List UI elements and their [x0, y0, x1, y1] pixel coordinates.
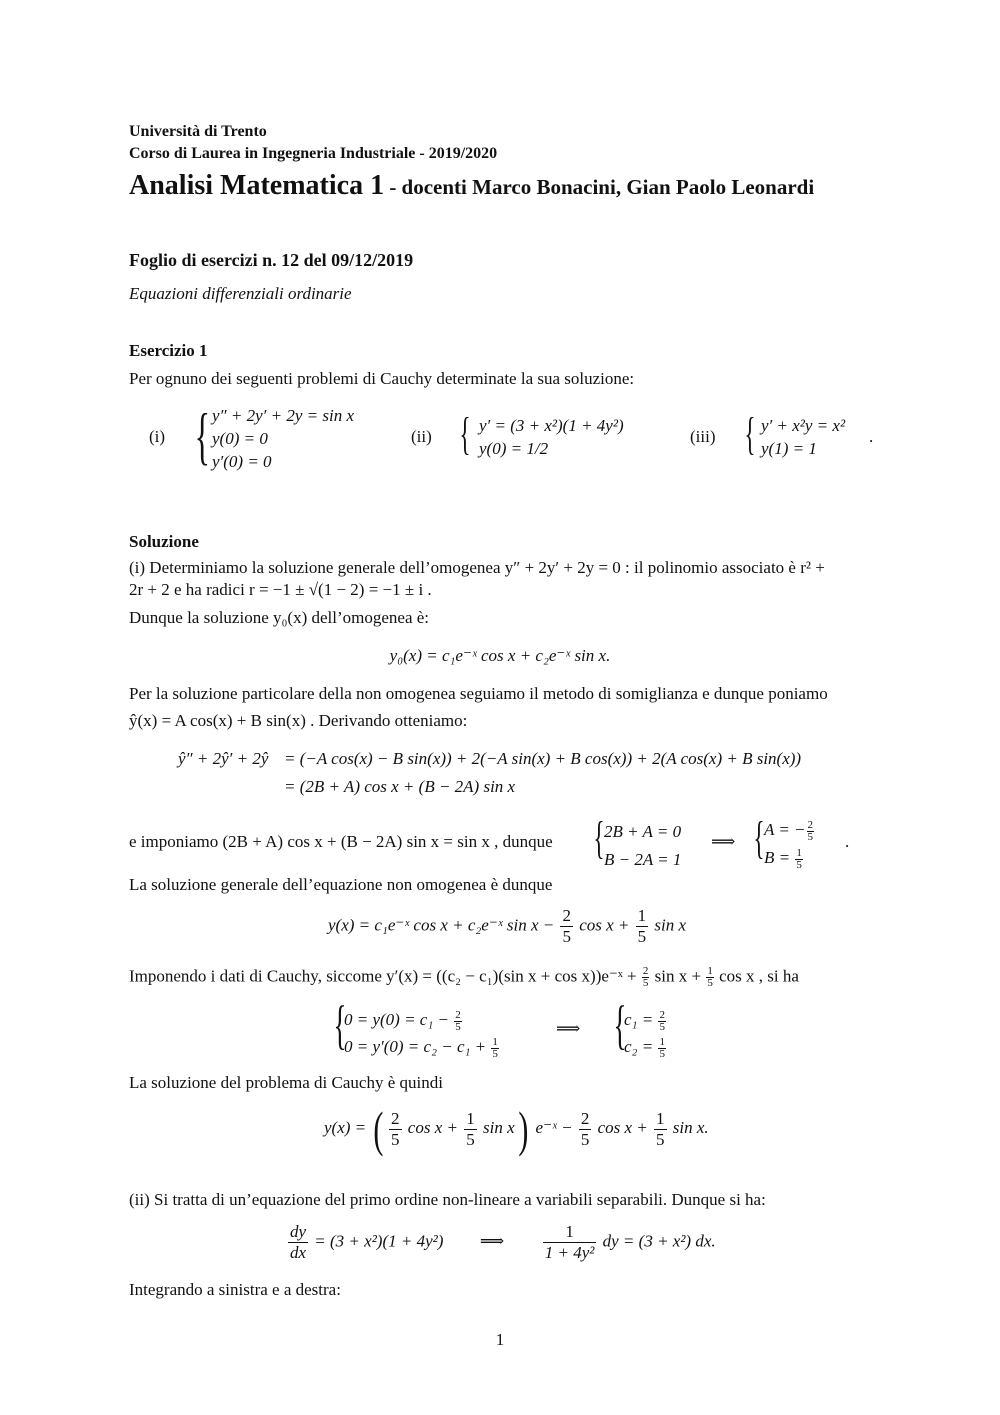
- system-i: [212, 404, 354, 473]
- derivative-row-1: = (−A cos(x) − B sin(x)) + 2(−A sin(x) + B cos(x)) + 2(A cos(x) + B sin(x)): [284, 749, 802, 768]
- system-ab-solution: A = − $\frac{2}{5}$ B = $\frac{1}{5}$: [764, 818, 814, 871]
- sheet-topic: Equazioni differenziali ordinarie: [129, 284, 352, 303]
- system-ii: [479, 414, 624, 460]
- cauchy-conditions: 0 = y(0) = c₁ − $\frac{2}{5}$ 0 = y′(0) = c₂ − c₁ + $\frac{1}{5}$: [344, 1008, 498, 1060]
- sheet-title: Foglio di esercizi n. 12 del 09/12/2019: [129, 250, 414, 270]
- brace-iii: {: [744, 408, 756, 459]
- solution-line-9: (ii) Si tratta di un’equazione del primo ordine non-lineare a variabili separabili. Dunque si ha:: [129, 1190, 766, 1209]
- university-name: Università di Trento: [129, 123, 267, 140]
- solution-line-10: Integrando a sinistra e a destra:: [129, 1280, 341, 1299]
- system-iii: [761, 414, 845, 460]
- separable-equation: $\frac{dy}{dx}$ = (3 + x²)(1 + 4y²) ⟹ $\frac{1}{\text{1 + 4y²}}$ dy = (3 + x²) dx.: [290, 1222, 716, 1262]
- sys-i-eq1: y″ + 2y′ + 2y = sin x: [212, 406, 354, 425]
- solution-line-1: (i) Determiniamo la soluzione generale dell’omogenea y″ + 2y′ + 2y = 0 : il polinomio associato è r² +: [129, 558, 825, 577]
- solution-line-6: La soluzione generale dell’equazione non omogenea è dunque: [129, 875, 553, 894]
- exercise-prompt: Per ognuno dei seguenti problemi di Cauchy determinate la sua soluzione:: [129, 369, 635, 388]
- solution-line-7: Imponendo i dati di Cauchy, siccome y′(x) = ((c₂ − c₁)(sin x + cos x))e⁻ˣ + $\frac{2}{5}$ sin x + $\frac{1}{5}$ cos x , si ha: [129, 965, 799, 989]
- end-dot: .: [869, 427, 874, 446]
- solution-line-2: 2r + 2 e ha radici r = −1 ± √(1 − 2) = −1 ± i .: [129, 580, 432, 599]
- label-ii: (ii): [411, 427, 432, 446]
- brace-ii: {: [459, 408, 471, 459]
- brace-cauchy: {: [333, 995, 347, 1055]
- sys-i-eq3: y′(0) = 0: [212, 452, 272, 471]
- constants: c₁ = $\frac{2}{5}$ c₂ = $\frac{1}{5}$: [624, 1008, 665, 1060]
- general-solution: y(x) = c₁e⁻ˣ cos x + c₂e⁻ˣ sin x − $\frac{2}{5}$ cos x + $\frac{1}{5}$ sin x: [328, 906, 687, 946]
- sys-iii-eq1: y′ + x²y = x²: [761, 416, 846, 435]
- document-title: [129, 170, 814, 202]
- implies-arrow-2: ⟹: [556, 1019, 581, 1038]
- brace-ab-sol: {: [753, 812, 765, 863]
- sol-b-label: B =: [764, 848, 795, 867]
- final-solution: y(x) = ( $\frac{2}{5}$ cos x + $\frac{1}{5}$ sin x) e⁻ˣ − $\frac{2}{5}$ cos x + $\frac{1}{5}$ sin x.: [324, 1101, 709, 1157]
- homogeneous-solution: y₀(x) = c₁e⁻ˣ cos x + c₂e⁻ˣ sin x.: [389, 646, 611, 665]
- sys-iii-eq2: y(1) = 1: [761, 439, 817, 458]
- exercise-title: Esercizio 1: [129, 341, 208, 360]
- solution-line-3: Dunque la soluzione y₀(x) dell’omogenea è:: [129, 608, 430, 627]
- solution-line-4: Per la soluzione particolare della non omogenea seguiamo il metodo di somiglianza e dunque poniamo: [129, 684, 828, 703]
- impose-text: e imponiamo (2B + A) cos x + (B − 2A) sin x = sin x , dunque: [129, 832, 553, 851]
- implies-arrow-1: ⟹: [711, 832, 736, 851]
- sys-ii-eq1: y′ = (3 + x²)(1 + 4y²): [479, 416, 624, 435]
- brace-i: {: [194, 400, 211, 471]
- solution-line-5: ŷ(x) = A cos(x) + B sin(x) . Derivando otteniamo:: [129, 711, 468, 730]
- brace-ab: {: [593, 812, 605, 863]
- sys-ii-eq2: y(0) = 1/2: [479, 439, 549, 458]
- label-iii: (iii): [690, 427, 716, 446]
- end-dot-2: .: [845, 832, 850, 851]
- solution-title: Soluzione: [129, 532, 199, 551]
- page-number: 1: [495, 1330, 505, 1349]
- derivative-lhs: ŷ″ + 2ŷ′ + 2ŷ: [178, 749, 269, 768]
- sys-ab-eq2: B − 2A = 1: [604, 850, 682, 869]
- course-name: Corso di Laurea in Ingegneria Industriale - 2019/2020: [129, 145, 498, 162]
- solution-line-8: La soluzione del problema di Cauchy è quindi: [129, 1073, 443, 1092]
- derivative-row-2: = (2B + A) cos x + (B − 2A) sin x: [284, 777, 516, 796]
- sol-a-label: A = −: [764, 820, 806, 839]
- cauchy-problems: [149, 400, 889, 475]
- sys-i-eq2: y(0) = 0: [212, 429, 268, 448]
- system-ab: [604, 818, 681, 874]
- sys-ab-eq1: 2B + A = 0: [604, 822, 682, 841]
- title-sub: - docenti Marco Bonacini, Gian Paolo Leonardi: [384, 175, 815, 199]
- title-main: Analisi Matematica 1: [129, 170, 385, 201]
- label-i: (i): [149, 427, 166, 446]
- brace-constants: {: [613, 995, 627, 1055]
